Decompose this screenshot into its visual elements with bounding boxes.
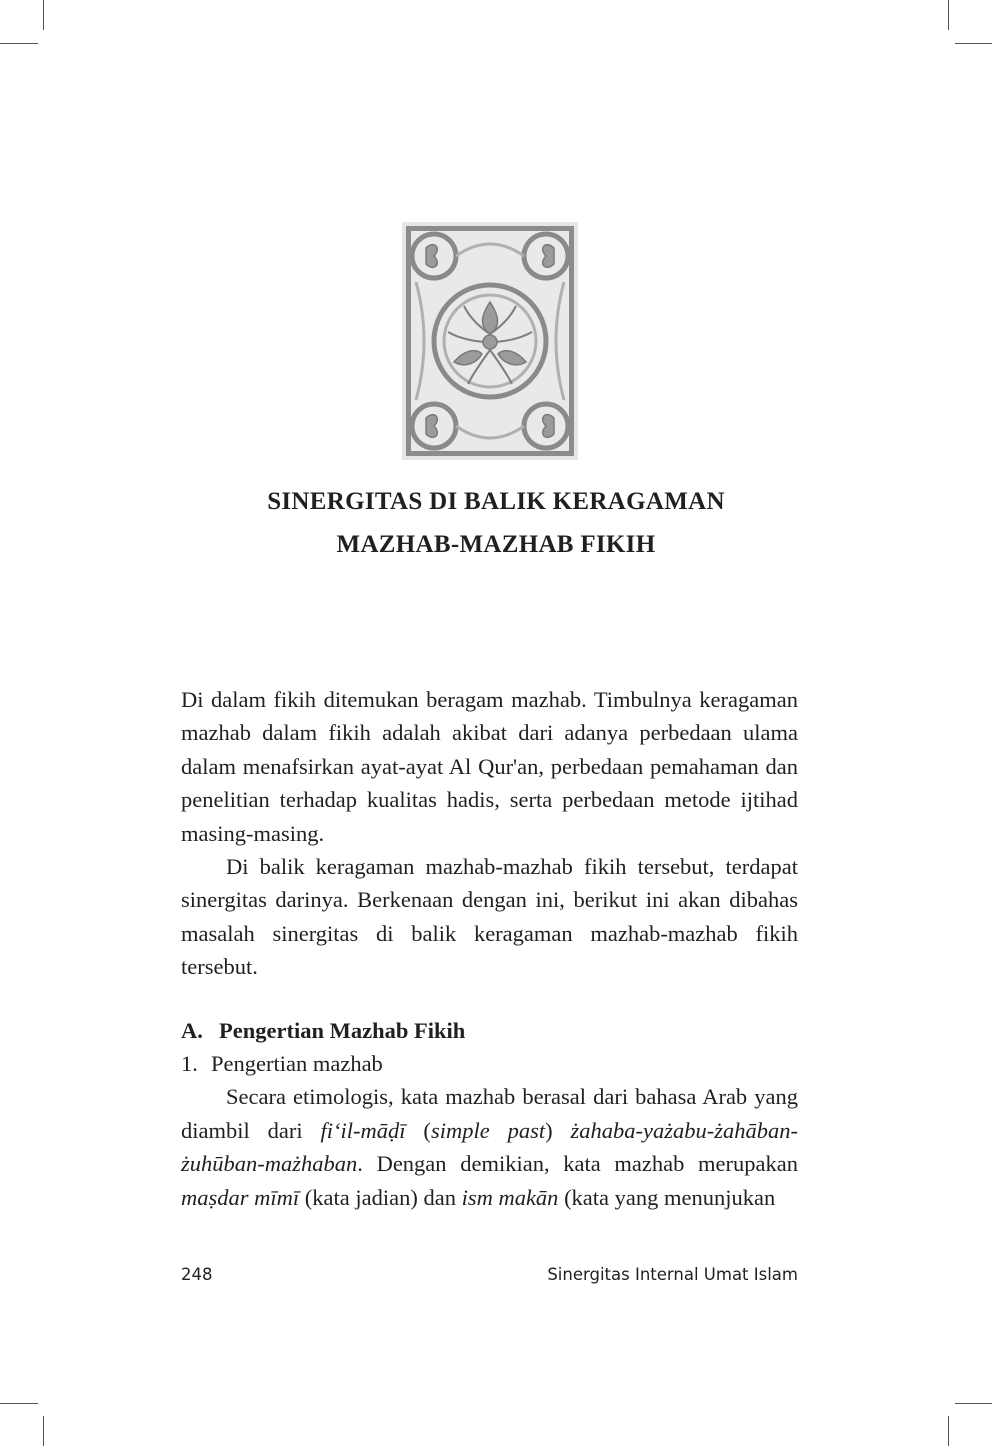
crop-mark (955, 1403, 992, 1404)
italic-term: fi‘il-māḍī (320, 1117, 406, 1143)
section-title: Pengertian Mazhab Fikih (219, 1017, 466, 1043)
running-footer-title: Sinergitas Internal Umat Islam (547, 1265, 798, 1284)
italic-term: simple past (430, 1117, 546, 1143)
section-heading (181, 1014, 798, 1047)
crop-mark (955, 43, 992, 44)
chapter-title-line-2: MAZHAB-MAZHAB FIKIH (336, 531, 656, 558)
section-number: A. (181, 1017, 203, 1043)
text-run: ( (405, 1117, 431, 1143)
italic-term: ism makān (461, 1184, 559, 1210)
crop-mark (43, 0, 44, 30)
body-text (181, 683, 798, 1214)
page-number: 248 (181, 1265, 213, 1284)
italic-term: żahaba-yażabu-żahāban-żuhūban-mażhaban (181, 1117, 798, 1177)
chapter-title-line-1: SINERGITAS DI BALIK KERAGAMAN (267, 488, 725, 515)
text-run: ) (545, 1117, 571, 1143)
italic-term: maṣdar mīmī (181, 1184, 300, 1210)
paragraph: Di balik keragaman mazhab-mazhab fikih tersebut, terdapat sinergitas darinya. Berkenaan dengan ini, berikut ini akan dibahas masalah sinergitas di balik keragaman mazhab-mazhab fikih tersebut. (181, 854, 798, 980)
arabesque-ornament-icon (402, 222, 578, 460)
text-run: (kata yang menunjukan (558, 1184, 776, 1210)
crop-mark (948, 0, 949, 30)
crop-mark (0, 1403, 38, 1404)
subsection-heading (181, 1047, 798, 1080)
text-run: . Dengan demikian, kata mazhab merupakan (357, 1151, 798, 1177)
subsection-title: Pengertian mazhab (211, 1051, 383, 1077)
paragraph (181, 1080, 798, 1214)
crop-mark (43, 1416, 44, 1446)
text-run: Secara etimologis, kata mazhab berasal dari bahasa Arab yang diambil dari (181, 1084, 798, 1143)
text-run: (kata jadian) dan (299, 1184, 462, 1210)
crop-mark (0, 43, 38, 44)
subsection-number: 1. (181, 1051, 198, 1077)
crop-mark (948, 1416, 949, 1446)
paragraph: Di dalam fikih ditemukan beragam mazhab. Timbulnya keragaman mazhab dalam fikih adalah akibat dari adanya perbedaan ulama dalam menafsirkan ayat-ayat Al Qur'an, perbedaan pemahaman dan penelitian terhadap kualitas hadis, serta perbedaan metode ijtihad masing-masing. (181, 687, 798, 846)
